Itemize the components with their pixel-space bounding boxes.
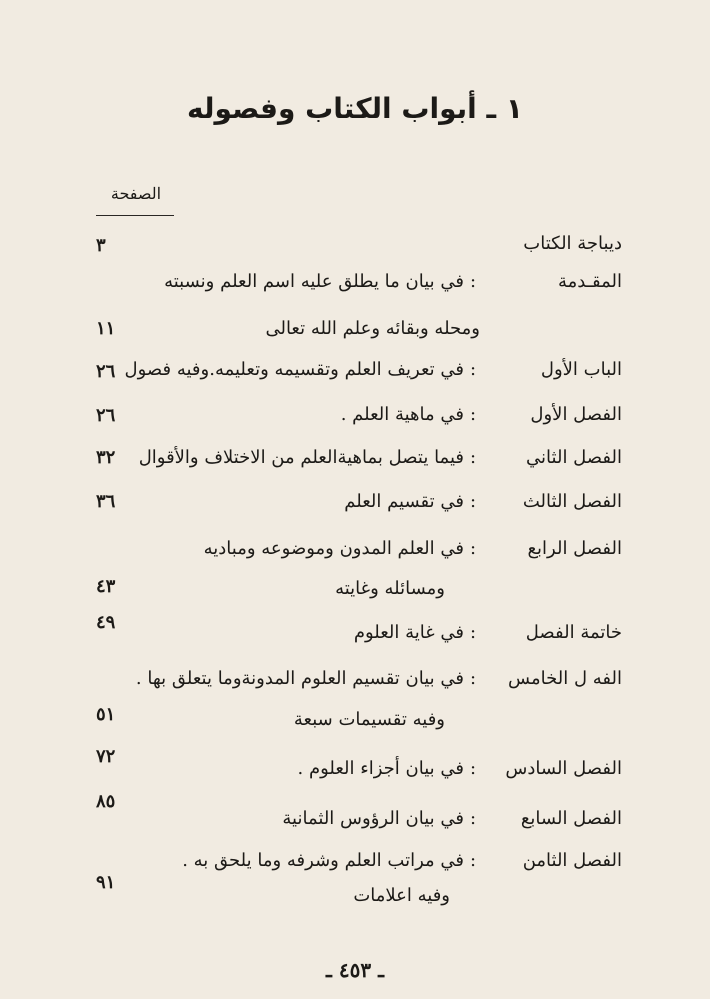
page-column-rule: [96, 215, 174, 216]
entry-page: ١١: [96, 318, 116, 339]
entry-text: في مراتب العلم وشرفه وما يلحق به .: [182, 850, 464, 871]
page-column-label: الصفحة: [110, 184, 162, 203]
toc-entry: [164, 271, 622, 292]
entry-colon: :: [469, 850, 477, 871]
entry-text: في بيان تقسيم العلوم المدونةوما يتعلق بها .: [135, 668, 464, 689]
entry-page: ٨٥: [96, 791, 116, 812]
entry-page: ٢٦: [96, 361, 116, 382]
toc-entry: [344, 491, 622, 512]
entry-colon: :: [469, 808, 477, 829]
entry-label: الفصل السابع: [520, 808, 622, 829]
entry-colon: :: [469, 404, 477, 425]
entry-label: الفصل الثاني: [526, 447, 622, 468]
entry-text: في ماهية العلم .: [340, 404, 464, 425]
entry-text: في بيان الرؤوس الثمانية: [282, 808, 464, 829]
entry-page: ٧٢: [96, 746, 116, 767]
entry-label: الفه ل الخامس: [508, 668, 622, 689]
entry-page: ٣٦: [96, 491, 116, 512]
entry-page: ٥١: [96, 704, 116, 725]
toc-entry: [204, 538, 622, 559]
toc-entry: [139, 447, 622, 468]
toc-entry: [282, 808, 622, 829]
entry-text: في بيان ما يطلق عليه اسم العلم ونسبته: [164, 271, 464, 292]
entry-label: المقـدمة: [557, 271, 622, 292]
entry-page: ٤٣: [96, 576, 116, 597]
entry-colon: :: [469, 359, 477, 380]
entry-colon: :: [469, 447, 477, 468]
entry-colon: :: [469, 491, 477, 512]
toc-entry: [136, 668, 622, 689]
entry-colon: :: [469, 758, 477, 779]
entry-continuation: ومحله وبقائه وعلم الله تعالى: [265, 318, 480, 339]
entry-text: فيما يتصل بماهيةالعلم من الاختلاف والأقوال: [138, 447, 464, 468]
entry-continuation: وفيه تقسيمات سبعة: [293, 709, 445, 730]
entry-page: ٣٢: [96, 447, 116, 468]
entry-colon: :: [469, 538, 477, 559]
entry-label: ديباجة الكتاب: [523, 233, 622, 254]
entry-text: في تعريف العلم وتقسيمه وتعليمه.وفيه فصول: [124, 359, 464, 380]
toc-entry: [354, 622, 622, 643]
entry-text: في بيان أجزاء العلوم .: [297, 758, 464, 779]
entry-continuation: ومسائله وغايته: [335, 578, 445, 599]
entry-label: الفصل الأول: [530, 404, 622, 425]
entry-label: خاتمة الفصل: [525, 622, 622, 643]
entry-page: ٢٦: [96, 405, 116, 426]
toc-entry: [298, 758, 622, 779]
entry-colon: :: [469, 271, 477, 292]
entry-text: في تقسيم العلم: [344, 491, 464, 512]
entry-colon: :: [469, 668, 477, 689]
toc-entry: [341, 404, 622, 425]
entry-page: ٣: [96, 235, 106, 256]
page-number-footer: ـ ٤٥٣ ـ: [326, 958, 384, 982]
entry-page: ٤٩: [96, 612, 116, 633]
entry-text: في غاية العلوم: [353, 622, 464, 643]
entry-label: الباب الأول: [540, 359, 622, 380]
entry-colon: :: [469, 622, 477, 643]
entry-page: ٩١: [96, 872, 116, 893]
entry-label: الفصل الثامن: [522, 850, 622, 871]
entry-label: الفصل السادس: [505, 758, 622, 779]
page-title: ١ ـ أبواب الكتاب وفصوله: [187, 92, 523, 125]
toc-entry: [182, 850, 622, 871]
entry-label: الفصل الثالث: [522, 491, 622, 512]
toc-entry: [482, 233, 622, 254]
entry-label: الفصل الرابع: [527, 538, 622, 559]
entry-text: في العلم المدون وموضوعه ومباديه: [203, 538, 464, 559]
toc-entry: [125, 359, 622, 380]
entry-continuation: وفيه اعلامات: [353, 885, 450, 906]
